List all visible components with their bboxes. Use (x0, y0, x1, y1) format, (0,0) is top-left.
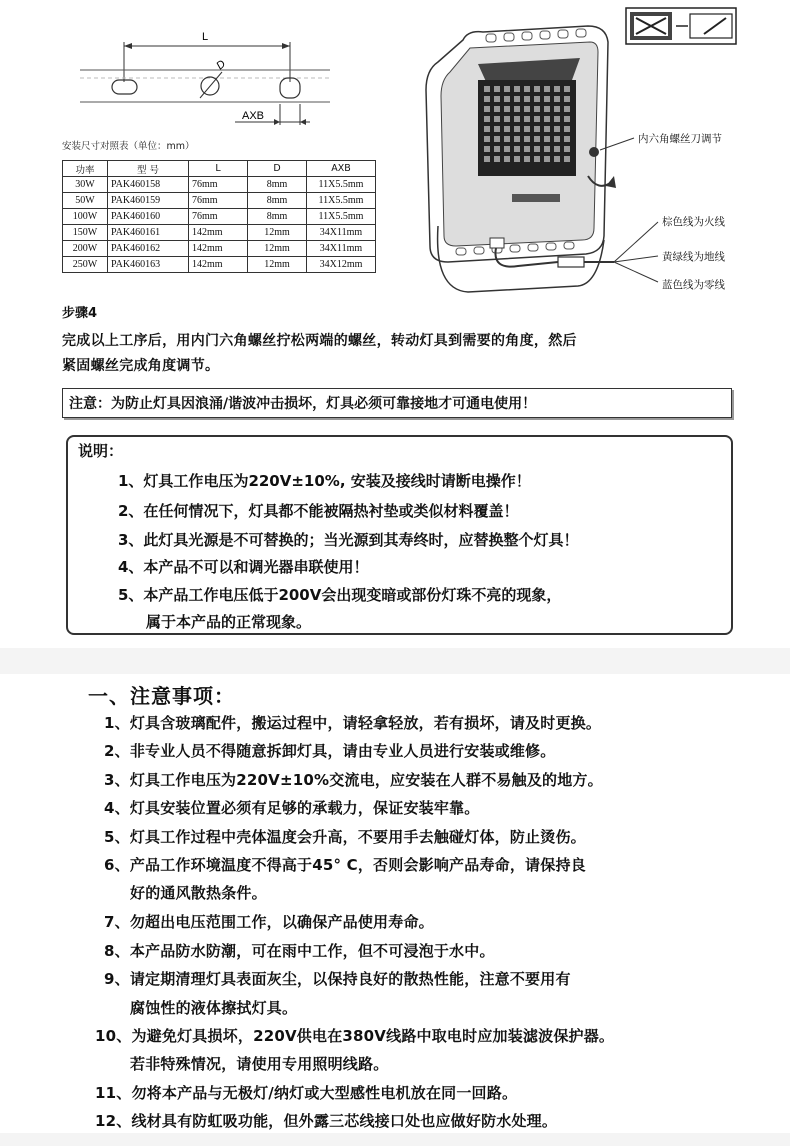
explanation-item: 5、本产品工作电压低于200V会出现变暗或部份灯珠不亮的现象， (118, 586, 562, 604)
cell-AXB: 34X12mm (307, 257, 376, 273)
header-AXB: AXB (307, 161, 376, 177)
cell-D: 12mm (248, 257, 307, 273)
precaution-item: 7、勿超出电压范围工作，以确保产品使用寿命。 (104, 913, 434, 931)
cell-model: PAK460160 (108, 209, 189, 225)
cell-L: 76mm (189, 209, 248, 225)
bottom-band (0, 1133, 790, 1146)
explanation-title: 说明： (78, 442, 124, 460)
explanation-item: 3、此灯具光源是不可替换的；当光源到其寿终时，应替换整个灯具！ (118, 531, 579, 549)
cell-power: 200W (63, 241, 108, 257)
cell-L: 76mm (189, 193, 248, 209)
table-row (63, 257, 376, 273)
cell-power: 100W (63, 209, 108, 225)
precaution-item: 5、灯具工作过程中壳体温度会升高，不要用手去触碰灯体，防止烫伤。 (104, 828, 586, 846)
cell-L: 142mm (189, 225, 248, 241)
table-row (63, 177, 376, 193)
section-divider (0, 648, 790, 674)
precaution-item: 好的通风散热条件。 (130, 884, 267, 902)
cell-AXB: 11X5.5mm (307, 177, 376, 193)
label-D: D (214, 57, 229, 73)
precaution-item: 3、灯具工作电压为220V±10%交流电，应安装在人群不易触及的地方。 (104, 771, 603, 789)
cell-AXB: 11X5.5mm (307, 209, 376, 225)
brown-wire-label: 棕色线为火线 (662, 216, 725, 228)
cell-L: 76mm (189, 177, 248, 193)
precautions-title: 一、注意事项： (88, 684, 235, 708)
yellow-wire-label: 黄绿线为地线 (662, 251, 725, 263)
precaution-item: 12、线材具有防虹吸功能，但外露三芯线接口处也应做好防水处理。 (95, 1112, 558, 1130)
precaution-item: 2、非专业人员不得随意拆卸灯具，请由专业人员进行安装或维修。 (104, 742, 556, 760)
precaution-item: 1、灯具含玻璃配件，搬运过程中，请轻拿轻放，若有损坏，请及时更换。 (104, 714, 602, 732)
hex-wrench-label: 内六角螺丝刀调节 (638, 133, 722, 145)
table-row (63, 225, 376, 241)
table-header-row (63, 161, 376, 177)
size-table (62, 160, 376, 273)
header-D: D (248, 161, 307, 177)
step4-line1: 完成以上工序后，用内门六角螺丝拧松两端的螺丝，转动灯具到需要的角度，然后 (62, 333, 577, 349)
precaution-item: 4、灯具安装位置必须有足够的承载力，保证安装牢靠。 (104, 799, 480, 817)
grounding-note: 注意：为防止灯具因浪涌/谐波冲击损坏，灯具必须可靠接地才可通电使用！ (62, 388, 732, 418)
table-row (63, 193, 376, 209)
cell-D: 8mm (248, 209, 307, 225)
header-model: 型 号 (108, 161, 189, 177)
cell-power: 250W (63, 257, 108, 273)
cell-model: PAK460161 (108, 225, 189, 241)
bracket-dimension-diagram (60, 20, 350, 135)
cell-AXB: 11X5.5mm (307, 193, 376, 209)
precaution-item: 10、为避免灯具损坏，220V供电在380V线路中取电时应加装滤波保护器。 (95, 1027, 615, 1045)
cell-D: 8mm (248, 177, 307, 193)
cell-L: 142mm (189, 257, 248, 273)
header-L: L (189, 161, 248, 177)
cell-power: 30W (63, 177, 108, 193)
explanation-item: 4、本产品不可以和调光器串联使用！ (118, 558, 369, 576)
precaution-item: 9、请定期清理灯具表面灰尘，以保持良好的散热性能，注意不要用有 (104, 970, 571, 988)
precaution-item: 腐蚀性的液体擦拭灯具。 (130, 999, 298, 1017)
explanation-item: 属于本产品的正常现象。 (146, 613, 312, 631)
precaution-item: 若非特殊情况，请使用专用照明线路。 (130, 1055, 389, 1073)
hex-wrench-icon (626, 8, 736, 44)
cell-power: 150W (63, 225, 108, 241)
cell-D: 8mm (248, 193, 307, 209)
table-caption: 安装尺寸对照表（单位：mm） (62, 141, 195, 152)
table-row (63, 209, 376, 225)
cell-D: 12mm (248, 241, 307, 257)
cell-power: 50W (63, 193, 108, 209)
cell-D: 12mm (248, 225, 307, 241)
explanation-item: 2、在任何情况下，灯具都不能被隔热衬垫或类似材料覆盖！ (118, 502, 519, 520)
cell-AXB: 34X11mm (307, 225, 376, 241)
blue-wire-label: 蓝色线为零线 (662, 279, 725, 291)
explanation-item: 1、灯具工作电压为220V±10%, 安装及接线时请断电操作！ (118, 472, 531, 490)
precaution-item: 8、本产品防水防潮，可在雨中工作，但不可浸泡于水中。 (104, 942, 495, 960)
precaution-item: 11、勿将本产品与无极灯/纳灯或大型感性电机放在同一回路。 (95, 1084, 518, 1102)
header-power: 功率 (63, 161, 108, 177)
cell-model: PAK460162 (108, 241, 189, 257)
step4-line2: 紧固螺丝完成角度调节。 (62, 358, 220, 374)
label-L: L (201, 31, 209, 43)
cell-model: PAK460158 (108, 177, 189, 193)
cell-L: 142mm (189, 241, 248, 257)
cell-AXB: 34X11mm (307, 241, 376, 257)
table-row (63, 241, 376, 257)
step4-title: 步骤4 (62, 306, 98, 321)
label-AXB: AXB (242, 110, 265, 122)
cell-model: PAK460163 (108, 257, 189, 273)
precaution-item: 6、产品工作环境温度不得高于45° C，否则会影响产品寿命，请保持良 (104, 856, 586, 874)
cell-model: PAK460159 (108, 193, 189, 209)
